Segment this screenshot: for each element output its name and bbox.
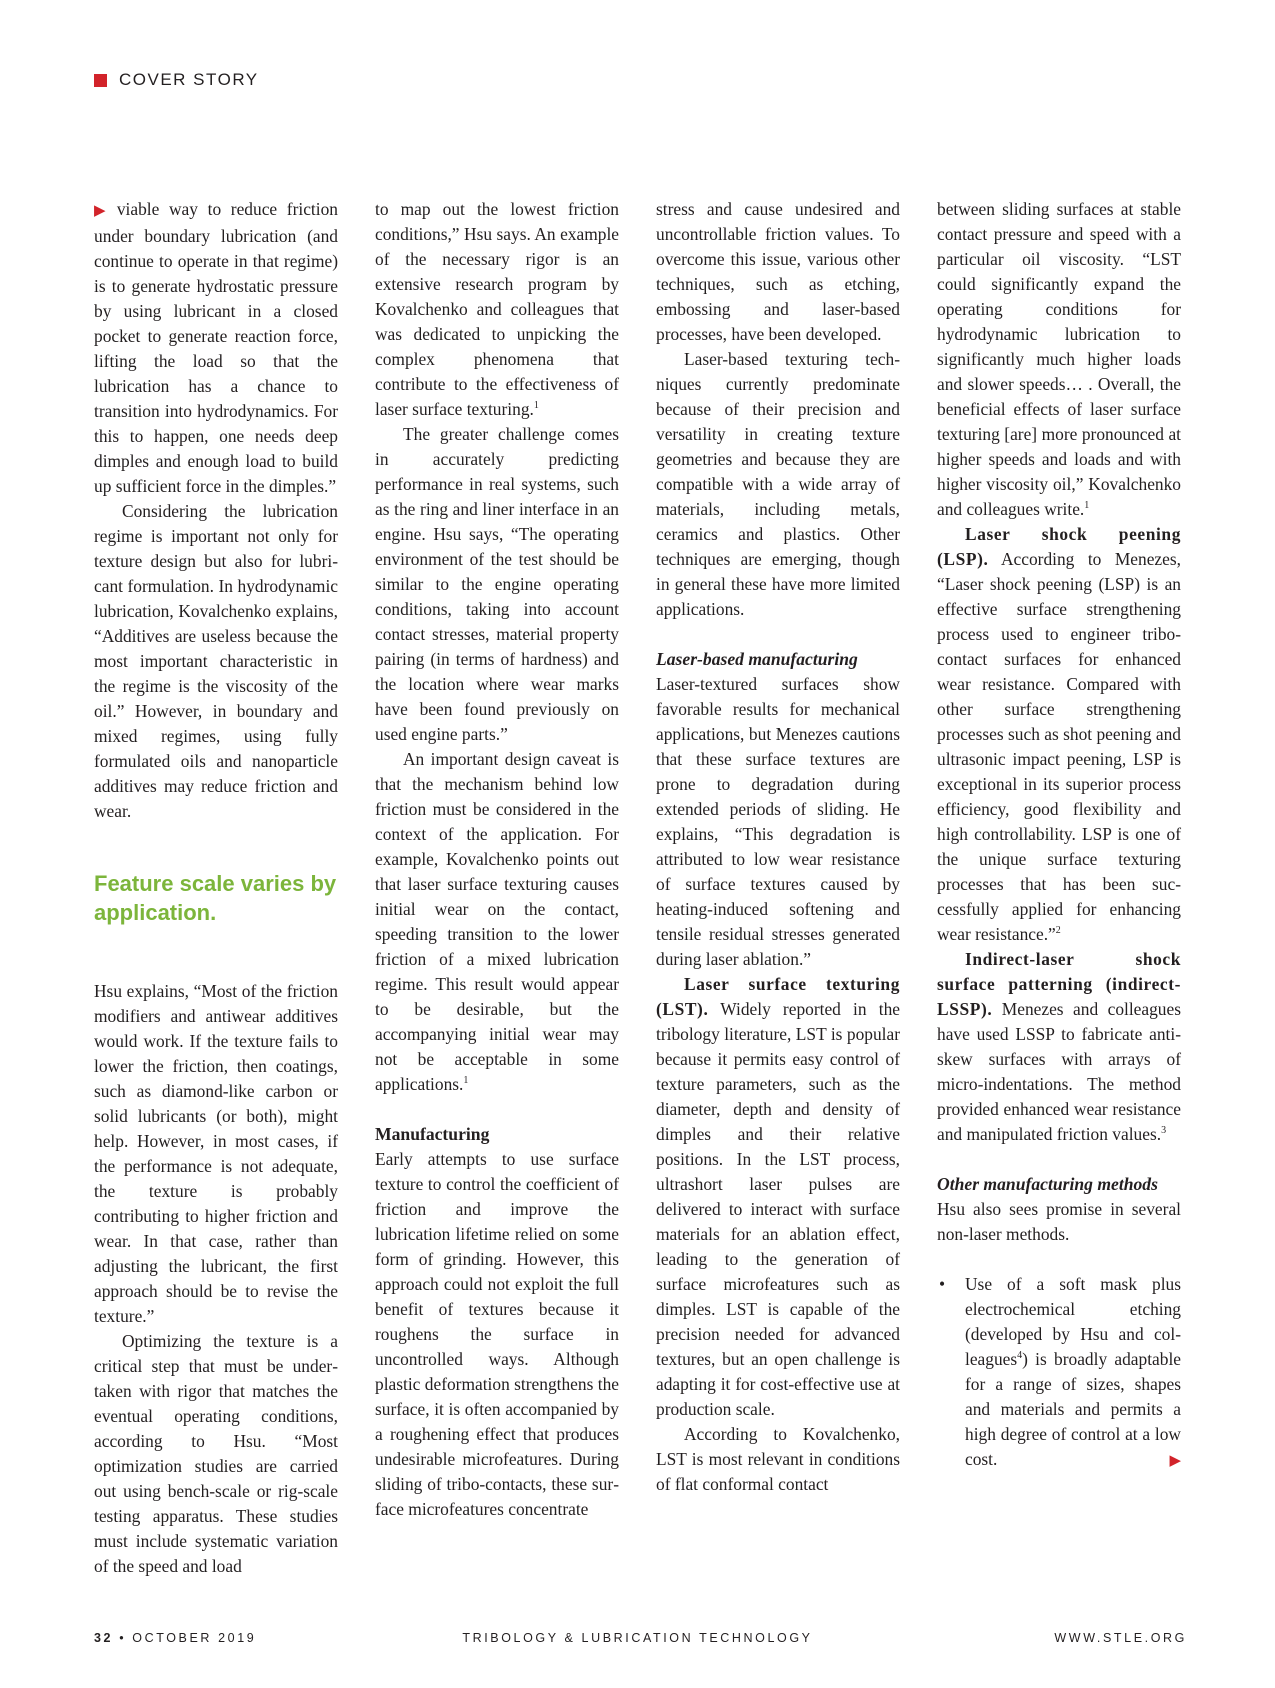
- magazine-name: TRIBOLOGY & LUBRICATION TECHNOLOGY: [462, 1631, 813, 1645]
- col2-paragraph-3: An important design caveat is that the mechanism behind low friction must be considered in the context of the application. For example, Kovalchenko points out that laser surface texturing causes initial wear on the contact, speeding transition to the lower friction of a mixed lubrication regime. This result would appear to be desirable, but the accompanying initial wear may not be acceptable in some applications.$^1$: [375, 749, 619, 1094]
- website: WWW.STLE.ORG: [1054, 1631, 1187, 1645]
- page-number: 32: [94, 1631, 114, 1645]
- subheading-laser-based-manufacturing: Laser-based manufacturing: [656, 649, 858, 669]
- column-2: [375, 197, 619, 1522]
- issue-date: OCTOBER 2019: [132, 1631, 257, 1645]
- col1-paragraph-2: Considering the lubrication regime is important not only for texture design but also for lubricant formulation. In hydrodynamic lubrication, Kovalchenko explains, “Additives are useless because the most important characteristic in the regime is the viscosity of the oil.” However, in boundary and mixed regimes, using fully formulated oils and nanoparticle additives may reduce friction and wear.: [94, 501, 338, 821]
- col4-paragraph-4: Hsu also sees promise in several non-laser methods.: [937, 1199, 1181, 1244]
- col3-paragraph-5: According to Kovalchenko, LST is most relevant in conditions of flat conformal contact: [656, 1424, 900, 1494]
- footnote-ref: 2: [1055, 925, 1061, 937]
- col2-paragraph-4: Early attempts to use surface texture to control the coefficient of friction and improve the lubrication lifetime relied on some form of grinding. However, this approach could not exploit the full benefit of textures because it roughens the surface in uncontrolled ways. Although plastic deformation strengthens the surface, it is often accompanied by a roughening effect that produces undesirable microfeatures. During sliding of tribo-contacts, these surface microfeatures concentrate: [375, 1149, 619, 1519]
- col4-paragraph-2: Laser shock peening (LSP). According to Menezes, “Laser shock peening (LSP) is an effective surface strengthening process used to engineer tribo-contact surfaces for enhanced wear resistance. Compared with other surface strengthening processes such as shot peening and ultrasonic impact peening, LSP is exceptional in its superior process efficiency, good flexibility and high controllability. LSP is one of the unique surface texturing processes that has been successfully applied for enhancing wear resistance.”$^2$: [937, 524, 1181, 944]
- subheading-manufacturing: Manufacturing: [375, 1124, 490, 1144]
- footer-separator: •: [119, 1631, 127, 1645]
- col1-paragraph-4: Optimizing the texture is a critical step that must be undertaken with rigor that matches the eventual operating conditions, according to Hsu. “Most optimization studies are carried out using bench-scale or rig-scale testing apparatus. These studies must include systematic variation of the speed and load: [94, 1331, 338, 1576]
- col3-paragraph-1: stress and cause undesired and uncontrollable friction values. To overcome this issue, various other techniques, such as etching, embossing and laser-based processes, have been developed.: [656, 199, 900, 344]
- footnote-ref: 4: [1017, 1350, 1023, 1362]
- col3-paragraph-4: Laser surface texturing (LST). Widely reported in the tribology literature, LST is popular because it permits easy control of texture parameters, such as the diameter, depth and density of dimples and their relative positions. In the LST process, ultrashort laser pulses are delivered to interact with surface materials for an ablation effect, leading to the generation of surface microfeatures such as dimples. LST is capable of the precision needed for advanced textures, but an open challenge is adapting it for cost-effective use at production scale.: [656, 974, 900, 1419]
- run-in-head-lst: Laser surface texturing (LST).: [656, 974, 900, 1019]
- section-tag: [94, 70, 259, 90]
- continued-arrow-icon: ▶: [1169, 1453, 1181, 1469]
- section-label: COVER STORY: [119, 70, 259, 89]
- footnote-ref: 3: [1161, 1125, 1167, 1137]
- bullet-dot-icon: •: [939, 1274, 946, 1294]
- footnote-ref: 1: [1084, 500, 1090, 512]
- col2-paragraph-1: to map out the lowest friction conditions,” Hsu says. An example of the necessary rigor is an extensive research program by Kovalchenko and colleagues that was dedicated to unpicking the complex phenomena that contribute to the effectiveness of laser surface texturing.$^1$: [375, 199, 619, 419]
- column-3: [656, 197, 900, 1497]
- run-in-head-lssp: Indirect-laser shock surface patterning (indirect-LSSP).: [937, 949, 1181, 1019]
- col3-paragraph-3: Laser-textured surfaces show favorable results for mechanical applications, but Menezes cautions that these surface textures are prone to degradation during extended periods of sliding. He explains, “This degradation is attributed to low wear resistance of surface textures caused by heating-induced softening and tensile residual stresses generated during laser ablation.”: [656, 674, 900, 969]
- subheading-other-methods: Other manufacturing methods: [937, 1174, 1158, 1194]
- section-square-icon: [94, 74, 107, 87]
- col1-paragraph-1: ▶ viable way to reduce friction under boundary lubrication (and continue to operate in that regime) is to generate hydrostatic pressure by using lubricant in a closed pocket to generate reaction force, lifting the load so that the lubrication has a chance to transition into hydrodynamics. For this to happen, one needs deep dimples and enough load to build up sufficient force in the dimples.”: [94, 199, 338, 496]
- footnote-ref: 1: [463, 1075, 469, 1087]
- section-heading-feature-scale: Feature scale varies by application.: [94, 871, 337, 925]
- col4-paragraph-3: Indirect-laser shock surface patterning (indirect-LSSP). Menezes and colleagues have used LSSP to fabricate anti-skew surfaces with arrays of micro-indentations. The method provided enhanced wear resistance and manipulated friction values.$^3$: [937, 949, 1181, 1144]
- footnote-ref: 1: [533, 400, 539, 412]
- col4-paragraph-1: between sliding surfaces at stable contact pressure and speed with a particular oil viscosity. “LST could significantly expand the operating conditions for hydrodynamic lubrication to significantly much higher loads and slower speeds… . Overall, the beneficial effects of laser surface texturing [are] more pronounced at higher speeds and loads and with higher viscosity oil,” Kovalchenko and colleagues write.$^1$: [937, 199, 1181, 519]
- col3-paragraph-2: Laser-based texturing techniques currently predominate because of their precision and versatility in creating texture geometries and because they are compatible with a wide array of materials, including metals, ceramics and plastics. Other techniques are emerging, though in general these have more limited applications.: [656, 349, 900, 619]
- col1-paragraph-3: Hsu explains, “Most of the friction modifiers and antiwear additives would work. If the texture fails to lower the friction, then coatings, such as diamond-like carbon or solid lubricants (or both), might help. However, in most cases, if the performance is not adequate, the texture is probably contributing to higher friction and wear. In that case, rather than adjusting the lubricant, the first approach should be to revise the texture.”: [94, 981, 338, 1326]
- col2-paragraph-2: The greater challenge comes in accurately predicting performance in real systems, such as the ring and liner interface in an engine. Hsu says, “The operating environment of the test should be similar to the engine operating conditions, taking into account contact stresses, material property pairing (in terms of hardness) and the location where wear marks have been found previously on used engine parts.”: [375, 424, 619, 744]
- column-1: [94, 197, 338, 1579]
- run-in-head-lsp: Laser shock peening (LSP).: [937, 524, 1181, 569]
- bullet-item: • Use of a soft mask plus electrochemical etching (developed by Hsu and colleagues$^4$) is broadly adaptable for a range of sizes, shapes and materials and permits a high degree of control at a low cost. ▶: [937, 1272, 1181, 1472]
- column-4: [937, 197, 1181, 1474]
- continue-arrow-icon: ▶: [94, 203, 111, 219]
